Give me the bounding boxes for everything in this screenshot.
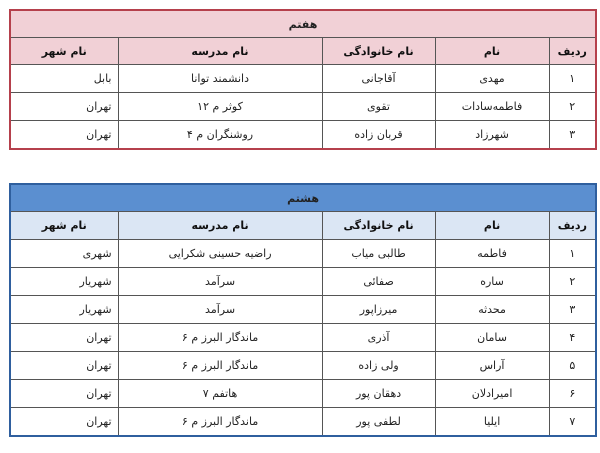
cell-school-name: ماندگار البرز م ۶ — [118, 352, 322, 380]
cell-city-name: تهران — [10, 121, 118, 150]
cell-row-number: ۳ — [549, 121, 596, 150]
grade7-table — [9, 9, 597, 150]
table-row — [10, 380, 596, 408]
table-row — [10, 65, 596, 93]
cell-last-name: صفائی — [322, 268, 435, 296]
cell-city-name: تهران — [10, 324, 118, 352]
cell-first-name: فاطمه — [435, 240, 549, 268]
cell-city-name: شهریار — [10, 296, 118, 324]
cell-school-name: کوثر م ۱۲ — [118, 93, 322, 121]
table-title-row — [10, 10, 596, 38]
header-first-name: نام — [435, 38, 549, 65]
cell-first-name: آراس — [435, 352, 549, 380]
table-title-row — [10, 184, 596, 212]
cell-school-name: دانشمند توانا — [118, 65, 322, 93]
table-header-row — [10, 212, 596, 240]
cell-school-name: راضیه حسینی شکرایی — [118, 240, 322, 268]
header-school-name: نام مدرسه — [118, 212, 322, 240]
cell-row-number: ۷ — [549, 408, 596, 437]
grade8-table — [9, 183, 597, 437]
cell-first-name: شهرزاد — [435, 121, 549, 150]
cell-city-name: شهری — [10, 240, 118, 268]
cell-school-name: ماندگار البرز م ۶ — [118, 408, 322, 437]
table-row — [10, 93, 596, 121]
cell-city-name: تهران — [10, 380, 118, 408]
cell-first-name: مهدی — [435, 65, 549, 93]
cell-last-name: آذری — [322, 324, 435, 352]
table-row — [10, 324, 596, 352]
header-row-number: ردیف — [549, 212, 596, 240]
table-row — [10, 408, 596, 437]
cell-first-name: محدثه — [435, 296, 549, 324]
cell-first-name: ساره — [435, 268, 549, 296]
cell-last-name: میرزاپور — [322, 296, 435, 324]
table-row — [10, 352, 596, 380]
header-row-number: ردیف — [549, 38, 596, 65]
table-row — [10, 121, 596, 150]
cell-row-number: ۳ — [549, 296, 596, 324]
header-last-name: نام خانوادگی — [322, 38, 435, 65]
cell-last-name: قربان زاده — [322, 121, 435, 150]
cell-first-name: امیرادلان — [435, 380, 549, 408]
cell-first-name: فاطمه‌سادات — [435, 93, 549, 121]
cell-last-name: تقوی — [322, 93, 435, 121]
cell-city-name: تهران — [10, 408, 118, 437]
cell-row-number: ۲ — [549, 268, 596, 296]
cell-last-name: آقاجانی — [322, 65, 435, 93]
table-title: هشتم — [10, 184, 596, 212]
header-last-name: نام خانوادگی — [322, 212, 435, 240]
table-row — [10, 240, 596, 268]
table-row — [10, 296, 596, 324]
cell-row-number: ۶ — [549, 380, 596, 408]
cell-row-number: ۵ — [549, 352, 596, 380]
cell-last-name: لطفی پور — [322, 408, 435, 437]
cell-row-number: ۱ — [549, 240, 596, 268]
cell-school-name: هاتفم ۷ — [118, 380, 322, 408]
cell-row-number: ۴ — [549, 324, 596, 352]
cell-last-name: ولی زاده — [322, 352, 435, 380]
cell-last-name: طالبی میاب — [322, 240, 435, 268]
cell-school-name: ماندگار البرز م ۶ — [118, 324, 322, 352]
cell-city-name: تهران — [10, 93, 118, 121]
cell-row-number: ۲ — [549, 93, 596, 121]
cell-city-name: تهران — [10, 352, 118, 380]
header-city-name: نام شهر — [10, 212, 118, 240]
header-city-name: نام شهر — [10, 38, 118, 65]
cell-first-name: ایلیا — [435, 408, 549, 437]
table-header-row — [10, 38, 596, 65]
header-first-name: نام — [435, 212, 549, 240]
cell-school-name: سرآمد — [118, 296, 322, 324]
cell-city-name: شهریار — [10, 268, 118, 296]
table-title: هفتم — [10, 10, 596, 38]
cell-school-name: سرآمد — [118, 268, 322, 296]
header-school-name: نام مدرسه — [118, 38, 322, 65]
cell-first-name: سامان — [435, 324, 549, 352]
cell-school-name: روشنگران م ۴ — [118, 121, 322, 150]
table-row — [10, 268, 596, 296]
cell-last-name: دهقان پور — [322, 380, 435, 408]
cell-city-name: بابل — [10, 65, 118, 93]
cell-row-number: ۱ — [549, 65, 596, 93]
